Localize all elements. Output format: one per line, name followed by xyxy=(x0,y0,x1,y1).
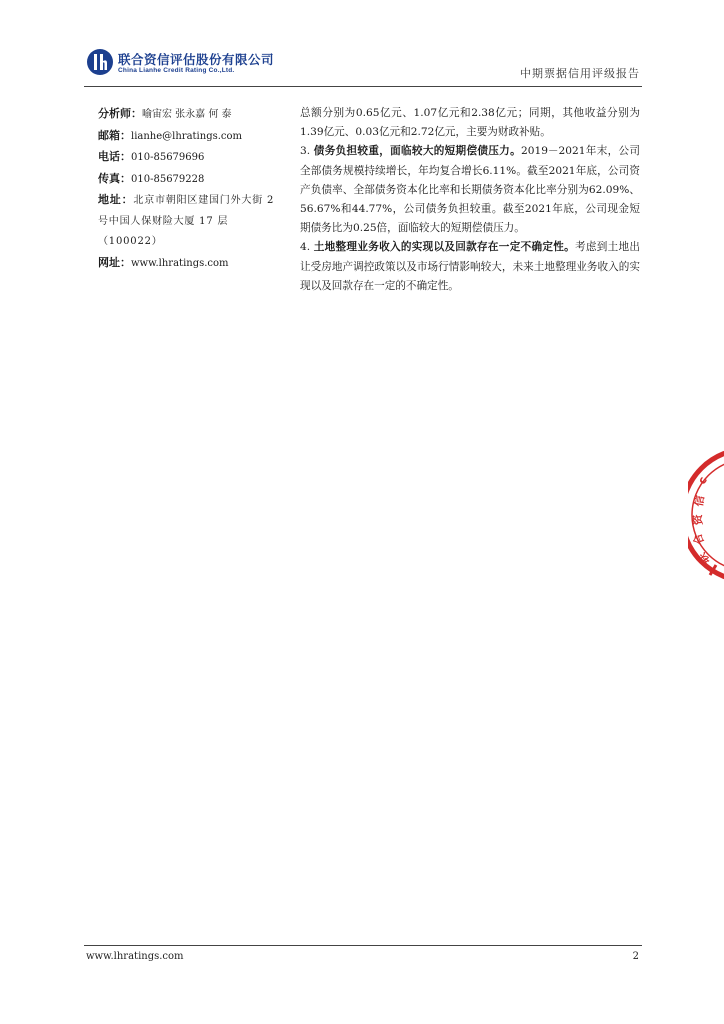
svg-text:联: 联 xyxy=(695,550,713,567)
item-3-title: 债务负担较重，面临较大的短期偿债压力。 xyxy=(313,145,521,158)
header-divider xyxy=(84,86,642,87)
address-label: 地址： xyxy=(98,193,134,206)
item-4 xyxy=(300,238,640,296)
body-text xyxy=(300,104,640,296)
website-label: 网址： xyxy=(98,255,131,269)
phone-row xyxy=(98,147,286,169)
item-4-text: 考虑到土地出让受房地产调控政策以及市场行情影响较大，未来土地整理业务收入的实现以及回款存在一定的不确定性。 xyxy=(300,241,641,292)
contact-info xyxy=(98,104,286,274)
svg-text:资: 资 xyxy=(691,513,705,526)
address-row xyxy=(98,190,286,253)
item-3-text: 2019－2021年末，公司全部债务规模持续增长，年均复合增长6.11%。截至2021年底，公司资产负债率、全部债务资本化比率和长期债务资本化比率分别为62.09%、56.67%和44.77%，公司债务负担较重。截至2021年底，公司现金短期债务比为0.25倍，面临较大的短期偿债压力。 xyxy=(300,145,641,235)
website-row xyxy=(98,253,286,275)
company-name-cn: 联合资信评估股份有限公司 xyxy=(118,52,275,67)
fax-row xyxy=(98,169,286,191)
phone-label: 电话： xyxy=(98,150,131,163)
page-header xyxy=(86,44,642,84)
intro-paragraph: 总额分别为0.65亿元、1.07亿元和2.38亿元；同期，其他收益分别为1.39亿元、0.03亿元和2.72亿元，主要为财政补贴。 xyxy=(300,107,640,139)
company-name-en: China Lianhe Credit Rating Co.,Ltd. xyxy=(118,67,235,74)
report-title: 中期票据信用评级报告 xyxy=(520,67,640,80)
page-number: 2 xyxy=(632,951,639,962)
item-3-number: 3. xyxy=(300,145,311,158)
analysts-row xyxy=(98,104,286,126)
address-value: 北京市朝阳区建国门外大街 2 号中国人保财险大厦 17 层（100022） xyxy=(98,195,275,247)
svg-text:合: 合 xyxy=(690,531,707,547)
email-value: lianhe@lhratings.com xyxy=(131,130,243,142)
website-value: www.lhratings.com xyxy=(131,257,229,269)
svg-text:c: c xyxy=(695,474,710,487)
footer-website: www.lhratings.com xyxy=(86,951,184,962)
item-3 xyxy=(300,142,640,238)
fax-label: 传真： xyxy=(98,171,131,185)
lianhe-logo-icon xyxy=(86,48,114,76)
item-4-number: 4. xyxy=(300,241,311,254)
fax-value: 010-85679228 xyxy=(131,173,205,185)
analysts-value: 喻宙宏 张永嘉 何 泰 xyxy=(142,109,232,120)
seal-stamp-icon xyxy=(688,445,724,585)
email-row xyxy=(98,126,286,148)
analysts-label: 分析师： xyxy=(98,107,142,120)
svg-text:信: 信 xyxy=(692,494,707,508)
item-4-title: 土地整理业务收入的实现以及回款存在一定不确定性。 xyxy=(313,241,575,254)
phone-value: 010-85679696 xyxy=(131,152,205,163)
footer-divider xyxy=(84,945,642,946)
email-label: 邮箱： xyxy=(98,128,131,142)
